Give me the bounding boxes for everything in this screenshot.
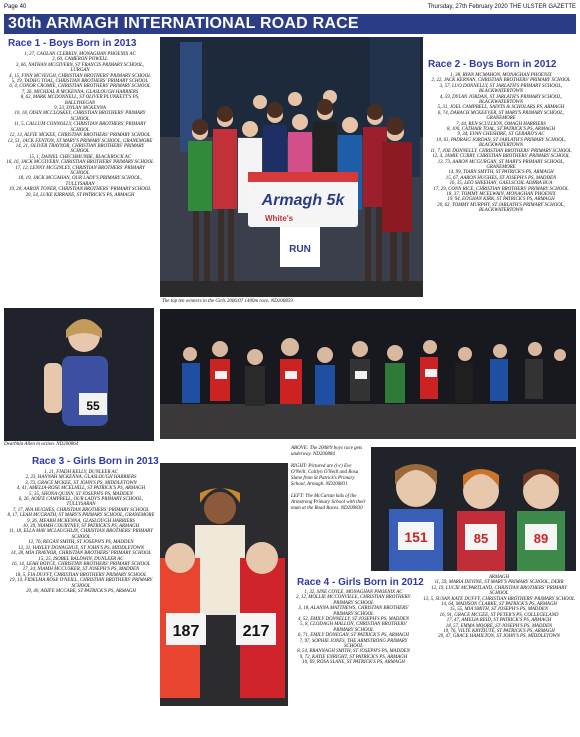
- result-entry: 1, 38, RYAN MCMAHON, MONAGHAN PHOENIX: [450, 73, 552, 78]
- result-entry: 4, 59, DYLAN JORDAN, ST JARLATH'S PRIMARY SCHOOL, BLACKWATERTOWN: [439, 94, 563, 106]
- result-entry: 15, 55, MIA SMITH, ST JOSEPH'S PS, MADDEN: [449, 607, 549, 613]
- middle-caption: ABOVE: The 2008/9 boys race gets underway. ND200884 RIGHT: Pictured are (l-r) Eve O'Neill, Caitlyn O'Neill and Rosa Slane from St Patrick's Primary School, Armagh. ND200831 LEFT: The McCartan kids of the Armstrong Primary School with their mum at the Road Races. ND200830: [291, 446, 366, 511]
- result-entry: 15, 1, DANIEL CHECHMUNBE, BLACKROCK AC: [29, 154, 131, 160]
- result-entry: 9, 72, KATIE ENRIGHT, ST PATRICK'S PS, ARMAGH: [299, 654, 408, 660]
- result-entry: ARMAGH: [488, 575, 510, 580]
- result-entry: 18, 37, TOMMY MCELWAIN, MONAGHAN PHOENIX: [446, 191, 556, 197]
- result-entry: 4, 15, FINN MCVEIGH, CHRISTIAN BROTHERS' PRIMARY SCHOOL: [9, 73, 151, 79]
- result-entry: 5, 31, JOEL CAMPBELL, SAINTS & SCHOLARS PS, ARMAGH: [437, 105, 565, 111]
- result-entry: 19, 94, EOGHAN KIRK, ST PATRICK'S PS, ARMAGH: [447, 197, 555, 203]
- race4-title: Race 4 - Girls Born in 2012: [297, 577, 424, 588]
- result-entry: 2, 23, HANNAH MCKENNA, GLASLOUGH HARRIERS: [25, 475, 137, 481]
- result-entry: 8, 54, BRANNAGH SMITH, ST JOSEPH'S PS, MADDEN: [297, 649, 410, 655]
- bib-left: 55: [86, 399, 100, 413]
- result-entry: 19, 14, FIDELMA ROSE O'NEILL, CHRISTIAN BROTHERS' PRIMARY SCHOOL: [9, 578, 153, 589]
- result-entry: 20, 63, TOMMY MURPHY, ST JARLATH'S PRIMARY SCHOOL, BLACKWATERTOWN: [437, 202, 565, 214]
- left-runner-photo: [4, 308, 154, 441]
- result-entry: 3, 66, NATHAN MCGIVERN, ST FRANCIS PRIMARY SCHOOL, LURGAN: [15, 62, 145, 74]
- race4-results-left: [291, 590, 416, 666]
- result-entry: 7, 97, SOPHIE JONES, THE ARMSTRONG PRIMARY SCHOOL: [299, 638, 408, 650]
- race4-results-right: [422, 575, 576, 640]
- result-entry: 6, 4, CONOR CROMIE, CHRISTIAN BROTHERS' PRIMARY SCHOOL: [9, 84, 151, 90]
- edition-line: Thursday, 27th February 2020 THE ULSTER GAZETTE: [427, 4, 576, 10]
- result-entry: 4, 53, EMILY DONNELLY, ST JOSEPH'S PS, MADDEN: [297, 617, 410, 623]
- top-photo: [160, 37, 423, 297]
- result-entry: 7, 26, MICHEAL B MCKENNA, GLASLOUGH HARRIERS: [21, 89, 139, 95]
- result-entry: 1, 32, SINE COYLE, MONAGHAN PHOENIX AC: [304, 590, 403, 595]
- three-girls-photo: [371, 447, 576, 571]
- result-entry: 9, 26, MEABH MCKENNA, GLASLOUGH HARRIERS: [27, 518, 135, 524]
- result-entry: 14, 28, MIA TRAYNOR, CHRISTIAN BROTHERS' PRIMARY SCHOOL: [10, 551, 152, 557]
- result-entry: 2, 12, MOLLIE MCCONVILLE, CHRISTIAN BROTHERS' PRIMARY SCHOOL: [296, 595, 411, 606]
- result-entry: 3, 18, ALANNA MATTHEWS, CHRISTIAN BROTHERS' PRIMARY SCHOOL: [298, 606, 409, 617]
- family-photo: [160, 463, 288, 706]
- result-entry: 10, 18, OISIN MCCLOSKEY, CHRISTIAN BROTHERS' PRIMARY SCHOOL: [14, 111, 146, 122]
- left-photo-caption: Dearbhla Allen in action. ND200864: [4, 442, 79, 447]
- runner-in-action: [4, 308, 154, 441]
- result-entry: 17, 12, LENNY MCGINLEY, CHRISTIAN BROTHERS' PRIMARY SCHOOL: [15, 165, 145, 176]
- result-entry: 16, 35, LEO SHEEHAN, GAELSCOIL ADHBA BUA: [449, 181, 553, 187]
- crowd-photo: [160, 309, 576, 439]
- result-entry: 3, 73, GRACE MCKEE, ST JOHN'S PS, MIDDLETOWN: [25, 480, 137, 486]
- girls-winners-photo: [160, 37, 423, 297]
- result-entry: 11, 18, ELLA MAY MCLAUGHLIN, CHRISTIAN BROTHERS' PRIMARY SCHOOL: [9, 529, 153, 540]
- result-entry: 8, 100, CATHAIR TOAL, ST PATRICK'S PS, ARMAGH: [446, 127, 556, 133]
- result-entry: 13, 73, AARON MCGURGAN, ST MARY'S PRIMARY SCHOOL, GRANEMORE: [437, 159, 565, 170]
- result-entry: 8, 62, MARK MCDONNELL, ST OLIVER PLUNKETT'S PS, BALLYHEGAN: [20, 95, 140, 106]
- result-entry: 2, 60, CAMERON POWELL: [52, 57, 108, 63]
- race2-title: Race 2 - Boys Born in 2012: [428, 59, 557, 70]
- result-entry: 6, 71, EMILY DONEGAN, ST PATRICK'S PS, ARMAGH: [298, 633, 409, 639]
- result-entry: 5, 8, CLODAGH MALLON, CHRISTIAN BROTHERS' PRIMARY SCHOOL: [300, 622, 407, 633]
- result-entry: 2, 22, JACK KERNAN, CHRISTIAN BROTHERS' PRIMARY SCHOOL: [431, 78, 571, 84]
- article-banner: 30th ARMAGH INTERNATIONAL ROAD RACE: [4, 14, 576, 34]
- race1-results: [6, 52, 154, 198]
- bib-c: 151: [404, 529, 428, 545]
- result-entry: 20, 54, LUKE KIRRANE, ST PATRICK'S PS, ARMAGH: [25, 192, 135, 198]
- family-with-mum: [160, 463, 288, 706]
- result-entry: 4, 41, AMELIA-ROSE MCELHILL, ST PATRICK'S PS, ARMAGH: [16, 486, 146, 492]
- result-entry: 20, 47, GRACE HAMILTON, ST JOHN'S PS, MIDDLETOWN: [438, 634, 560, 640]
- result-entry: 7, 17, AVA HUGHES, CHRISTIAN BROTHERS' PRIMARY SCHOOL: [12, 507, 150, 513]
- result-entry: 11, 7, JOE DONNELLY, CHRISTIAN BROTHERS' PRIMARY SCHOOL: [430, 148, 572, 154]
- result-entry: 6, 74, DARACH MCKEEVER, ST MARY'S PRIMARY SCHOOL, GRANEMORE: [437, 110, 565, 122]
- result-entry: 12, 76, REGAN SMITH, ST JOSEPH'S PS, MADDEN: [28, 540, 134, 546]
- sign-sponsor: White's: [265, 214, 294, 223]
- result-entry: 16, 14, LEAH BOYCE, CHRISTIAN BROTHERS' PRIMARY SCHOOL: [11, 561, 151, 567]
- result-entry: 13, 5, SUSAN KATE DUFFY, CHRISTIAN BROTHERS' PRIMARY SCHOOL: [423, 596, 575, 602]
- result-entry: 17, 47, AMELIA REID, ST PATRICK'S PS, ARMAGH: [446, 618, 552, 624]
- result-entry: 9, 33, DYLAN MCKENNA: [54, 106, 106, 112]
- result-entry: 10, 39, NIAMH COURTNEY, ST PATRICK'S PS, ARMAGH: [22, 524, 140, 530]
- result-entry: 15, 25, ISOBEL BALDWIN, DUNLEER AC: [38, 556, 124, 562]
- result-entry: 5, 19, TADHG TOAL, CHRISTIAN BROTHERS' PRIMARY SCHOOL: [11, 79, 149, 85]
- page-header: [4, 2, 576, 12]
- bib-a: 187: [172, 623, 200, 640]
- result-entry: 17, 29, CONN RICE, CHRISTIAN BROTHERS' PRIMARY SCHOOL: [433, 186, 569, 192]
- result-entry: 19, 20, AARON TONER, CHRISTIAN BROTHERS' PRIMARY SCHOOL: [8, 187, 152, 193]
- result-entry: 14, 99, TIARN SMYTH, ST PATRICK'S PS, ARMAGH: [448, 170, 554, 176]
- bib-d: 85: [473, 531, 489, 546]
- top-photo-caption: The top ten winners in the Girls 2006/07 1400m race. ND200859: [162, 299, 293, 304]
- run-banner-text: RUN: [289, 244, 311, 255]
- result-entry: 11, 59, MARIA DEVINE, ST MARY'S PRIMARY SCHOOL, DERR: [434, 580, 564, 586]
- result-entry: 16, 91, GRACE MCGEE, ST PETER'S PS, COLLEGELAND: [439, 612, 559, 618]
- result-entry: 13, 51, JACK FENTON, ST MARY'S PRIMARY SCHOOL, GRANEMORE: [7, 138, 153, 144]
- result-entry: 12, 13, ALFIE MCKEE, CHRISTIAN BROTHERS' PRIMARY SCHOOL: [9, 133, 151, 139]
- result-entry: 10, 61, PADRAIG JORDAN, ST JARLATH'S PRIMARY SCHOOL, BLACKWATERTOWN: [436, 137, 566, 149]
- result-entry: 14, 64, MADISON CLARKE, ST PATRICK'S PS, ARMAGH: [441, 602, 557, 608]
- result-entry: 1, 21, FIADH KELLY, DUNLEER AC: [44, 470, 118, 475]
- sign-text: Armagh 5k: [261, 192, 345, 209]
- result-entry: 12, 19, LUCIE MCPARTLAND, CHRISTIAN BROTHERS' PRIMARY SCHOOL: [431, 585, 567, 597]
- result-entry: 1, 27, CAOLAN CLERKIN, MONAGHAN PHOENIX AC: [24, 52, 136, 57]
- boys-race-start: [160, 309, 576, 439]
- result-entry: 18, 5, FIA DUFFY, CHRISTIAN BROTHERS' PRIMARY SCHOOL: [15, 572, 147, 578]
- result-entry: 10, 69, ROSA SLANE, ST PATRICK'S PS, ARMAGH: [302, 660, 405, 666]
- three-girls: [371, 447, 576, 571]
- result-entry: 12, 4, JAMIE CURRY, CHRISTIAN BROTHERS' PRIMARY SCHOOL: [432, 154, 570, 160]
- page-number: Page 40: [4, 4, 27, 10]
- result-entry: 20, 40, AOIFE MCCABE, ST PATRICK'S PS, ARMAGH: [26, 588, 136, 594]
- bib-b: 217: [242, 623, 270, 640]
- result-entry: 18, 57, EMMA MOORE, ST JOSEPH'S PS, MADDEN: [445, 623, 553, 629]
- result-entry: 8, 17, LEAH MCGRATH, ST MARY'S PRIMARY SCHOOL, GRANEMORE: [7, 513, 155, 519]
- race3-title: Race 3 - Girls Born in 2013: [32, 456, 159, 467]
- result-entry: 7, 44, BEN SCULLION, OMAGH HARRIERS: [456, 121, 546, 127]
- result-entry: 5, 35, SHONA QUINN, ST JOSEPH'S PS, MADDEN: [29, 491, 133, 497]
- result-entry: 16, 16, JACK MCGIVERN, CHRISTIAN BROTHERS' PRIMARY SCHOOL: [6, 160, 154, 166]
- race2-results: [426, 73, 576, 214]
- result-entry: 11, 5, CALLUM CONNOLLY, CHRISTIAN BROTHERS' PRIMARY SCHOOL: [14, 122, 146, 133]
- result-entry: 18, 10, JACK MCGAHAN, OUR LADY'S PRIMARY SCHOOL, TULLYSARAN: [18, 176, 142, 187]
- result-entry: 3, 57, LUO DONNELLY, ST JARLATH'S PRIMARY SCHOOL, BLACKWATERTOWN: [439, 83, 563, 95]
- result-entry: 6, 26, AOIFE CAMPBELL, OUR LADY'S PRIMARY SCHOOL, TULLYSARAN: [18, 497, 144, 508]
- race1-title: Race 1 - Boys Born in 2013: [8, 38, 137, 49]
- result-entry: 19, 76, VILTĖ KRYŽIŪTĖ, ST PATRICK'S PS, ARMAGH: [443, 629, 555, 635]
- result-entry: 9, 34, EVAN CHESHIRE, ST GERARD'S AC: [457, 132, 545, 138]
- result-entry: 13, 31, HAYLEY DONAGHUE, ST JOHN'S PS, MIDDLETOWN: [18, 545, 144, 551]
- result-entry: 14, 21, OLIVER TRAYNOR, CHRISTIAN BROTHERS' PRIMARY SCHOOL: [15, 143, 145, 155]
- result-entry: 17, 34, NIAMH MCCUSKER, ST JOSEPH'S PS, MADDEN: [22, 567, 140, 573]
- result-entry: 15, 67, AARON HUGHES, ST JOSEPH'S PS, MADDEN: [445, 175, 557, 181]
- bib-e: 89: [533, 531, 549, 546]
- race3-results: [6, 470, 156, 594]
